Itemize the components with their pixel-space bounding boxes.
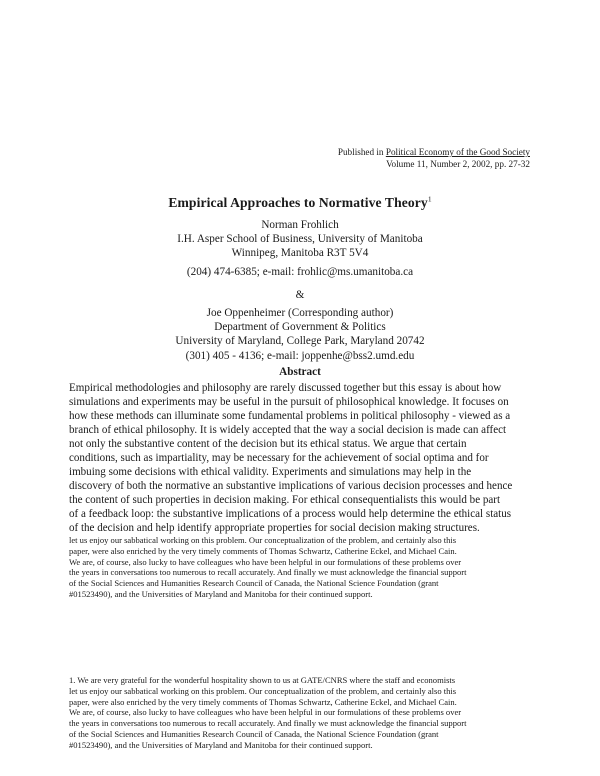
abstract-line: imbuing some decisions with ethical validity. Experiments and simulations may help in the: [69, 466, 472, 479]
footnote-line: We are, of course, also lucky to have colleagues who have been helpful in our formulations of these problems over: [69, 707, 462, 718]
publication-line: [338, 147, 530, 159]
abstract-line: the content of such properties in decision making. For ethical consequentialists this would be part: [69, 494, 501, 507]
journal-name: Political Economy of the Good Society: [385, 147, 530, 157]
abstract-line: branch of ethical philosophy. It is widely accepted that the way a social decision is made can affect: [69, 424, 507, 437]
author2-address: University of Maryland, College Park, Maryland 20742: [175, 335, 425, 348]
acknowledgment-line: We are, of course, also lucky to have colleagues who have been helpful in our formulations of these problems over: [69, 556, 462, 567]
footnote-block: [69, 675, 532, 751]
abstract-line: conditions, such as impartiality, may be necessary for the achievement of social optima and for: [69, 452, 489, 465]
paper-title-text: Empirical Approaches to Normative Theory: [168, 195, 428, 210]
author1-affiliation: I.H. Asper School of Business, University of Manitoba: [177, 233, 423, 246]
abstract-line: how these methods can illuminate some fundamental problems in political philosophy - viewed as a: [69, 410, 511, 423]
abstract-line: of a feedback loop: the substantive implications of a process would help determine the ethical status: [69, 508, 512, 521]
footnote-line: let us enjoy our sabbatical working on this problem. Our conceptualization of the problem, and certainly also this: [69, 685, 457, 696]
author-separator: &: [295, 289, 305, 301]
footnote-line: paper, were also enriched by the very timely comments of Thomas Schwartz, Catherine Eckel, and Michael Cain.: [69, 696, 457, 707]
footnote-line: the years in conversations too numerous to recall accurately. And finally we must acknowledge the financial support: [69, 718, 467, 729]
author1-contact: (204) 474-6385; e-mail: frohlic@ms.umanitoba.ca: [186, 266, 414, 278]
acknowledgment-block: [69, 535, 532, 600]
footnote-line: 1. We are very grateful for the wonderful hospitality shown to us at GATE/CNRS where the staff and economists: [69, 675, 456, 685]
footnote-line: #01523490), and the Universities of Maryland and Manitoba for their continued support.: [69, 739, 373, 750]
abstract-line: simulations and experiments may be useful in the pursuit of philosophical knowledge. It focuses on: [69, 396, 509, 409]
author2-name: Joe Oppenheimer (Corresponding author): [206, 307, 394, 319]
abstract-line: discovery of both the normative an substantive implications of various decision processes and hence: [69, 480, 513, 493]
acknowledgment-line: #01523490), and the Universities of Maryland and Manitoba for their continued support.: [69, 588, 373, 599]
author1-name: Norman Frohlich: [261, 219, 339, 231]
author2-department: Department of Government & Politics: [214, 321, 386, 334]
footnote-line: of the Social Sciences and Humanities Research Council of Canada, the National Science Foundation (grant: [69, 728, 439, 739]
author1-address: Winnipeg, Manitoba R3T 5V4: [231, 247, 369, 260]
title-footnote-mark: 1: [427, 194, 432, 204]
author1-block: [0, 218, 600, 261]
acknowledgment-line: of the Social Sciences and Humanities Research Council of Canada, the National Science Foundation (grant: [69, 578, 439, 589]
acknowledgment-line: paper, were also enriched by the very timely comments of Thomas Schwartz, Catherine Eckel, and Michael Cain.: [69, 545, 457, 556]
acknowledgment-line: let us enjoy our sabbatical working on this problem. Our conceptualization of the problem, and certainly also this: [69, 535, 457, 545]
acknowledgment-line: the years in conversations too numerous to recall accurately. And finally we must acknowledge the financial support: [69, 567, 467, 578]
publication-prefix: Published in: [337, 147, 386, 157]
publication-details: Volume 11, Number 2, 2002, pp. 27-32: [386, 158, 530, 169]
abstract-heading: Abstract: [279, 366, 321, 378]
paper-title: [0, 195, 600, 211]
abstract-line: of the decision and help identify appropriate properties for social decision making structures.: [69, 522, 480, 535]
publication-info: [338, 147, 530, 170]
author2-contact: (301) 405 - 4136; e-mail: joppenhe@bss2.umd.edu: [185, 349, 415, 362]
abstract-body: [69, 381, 532, 536]
abstract-line: not only the substantive content of the decision but its ethical status. We argue that certain: [69, 438, 467, 451]
abstract-line: Empirical methodologies and philosophy are rarely discussed together but this essay is about how: [69, 382, 502, 394]
author2-block: [0, 306, 600, 363]
